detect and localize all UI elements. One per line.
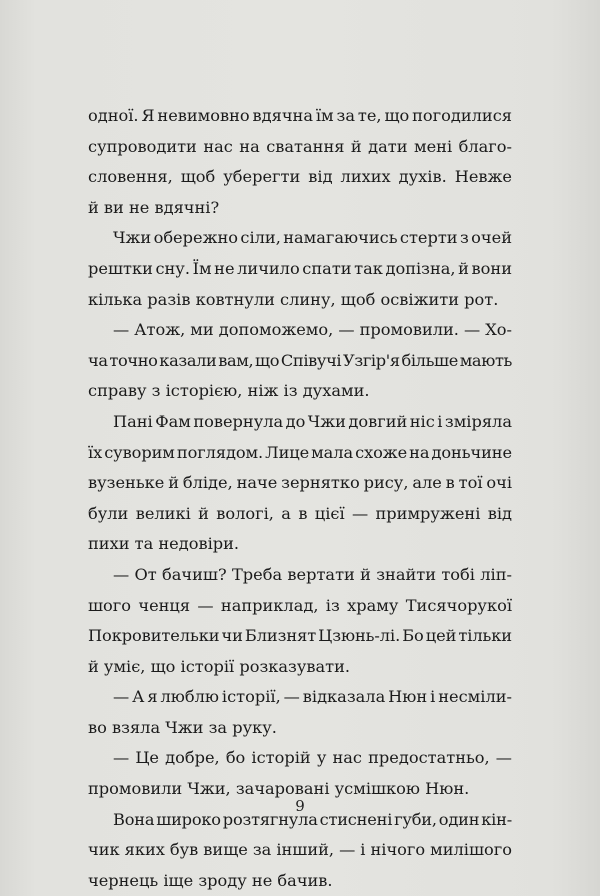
text-line: Покровительки чи Близнят Цзюнь-лі. Бо цей тільки	[88, 626, 512, 646]
text-line: Чжи обережно сіли, намагаючись стерти з очей	[113, 228, 512, 248]
text-line: одної. Я невимовно вдячна їм за те, що погодилися	[88, 106, 512, 125]
text-line: їх суворим поглядом. Лице мала схоже на доньчине	[88, 442, 512, 462]
paragraph	[88, 743, 512, 804]
paragraph	[88, 560, 512, 682]
paragraph	[88, 101, 512, 223]
paragraph	[88, 315, 512, 407]
text-line: Вона широко розтягнула стиснені губи, один кін-	[113, 809, 512, 829]
text-line: кілька разів ковтнули слину, щоб освіжити рот.	[88, 289, 499, 309]
text-line: чик яких був вище за інший, — і нічого милішого	[88, 840, 512, 860]
text-line: — От бачиш? Треба вертати й знайти тобі ліп-	[113, 564, 512, 584]
text-line: й ви не вдячні?	[88, 197, 220, 217]
text-line: — Атож, ми допоможемо, — промовили. — Хо-	[113, 320, 512, 340]
text-line: чернець іще зроду не бачив.	[88, 870, 333, 890]
text-line: були великі й вологі, а в цієї — примружені від	[88, 503, 512, 523]
paragraph	[88, 407, 512, 560]
text-line: во взяла Чжи за руку.	[88, 717, 277, 737]
text-line: справу з історією, ніж із духами.	[88, 381, 370, 401]
paragraph	[88, 682, 512, 743]
text-line: рештки сну. Їм не личило спати так допізна, й вони	[88, 258, 512, 278]
paragraph	[88, 805, 512, 896]
text-line: — Це добре, бо історій у нас предостатньо, —	[113, 748, 512, 768]
text-line: Пані Фам повернула до Чжи довгий ніс і зміряла	[113, 411, 512, 431]
text-line: пихи та недовіри.	[88, 534, 240, 554]
text-line: вузеньке й бліде, наче зернятко рису, але в тої очі	[88, 473, 512, 493]
paragraph	[88, 223, 512, 315]
text-line: ча точно казали вам, що Співучі Узгір'я більше мають	[88, 350, 512, 370]
text-line: — А я люблю історії, — відказала Нюн і несміли-	[113, 687, 512, 707]
text-line: шого ченця — наприклад, із храму Тисячорукої	[88, 595, 512, 615]
text-line: й уміє, що історії розказувати.	[88, 656, 351, 676]
text-line: супроводити нас на сватання й дати мені благо-	[88, 136, 512, 156]
text-line: словення, щоб уберегти від лихих духів. Невже	[88, 167, 512, 187]
text-line: промовили Чжи, зачаровані усмішкою Нюн.	[88, 779, 470, 799]
page-number: 9	[295, 797, 305, 815]
body-text	[88, 101, 512, 896]
